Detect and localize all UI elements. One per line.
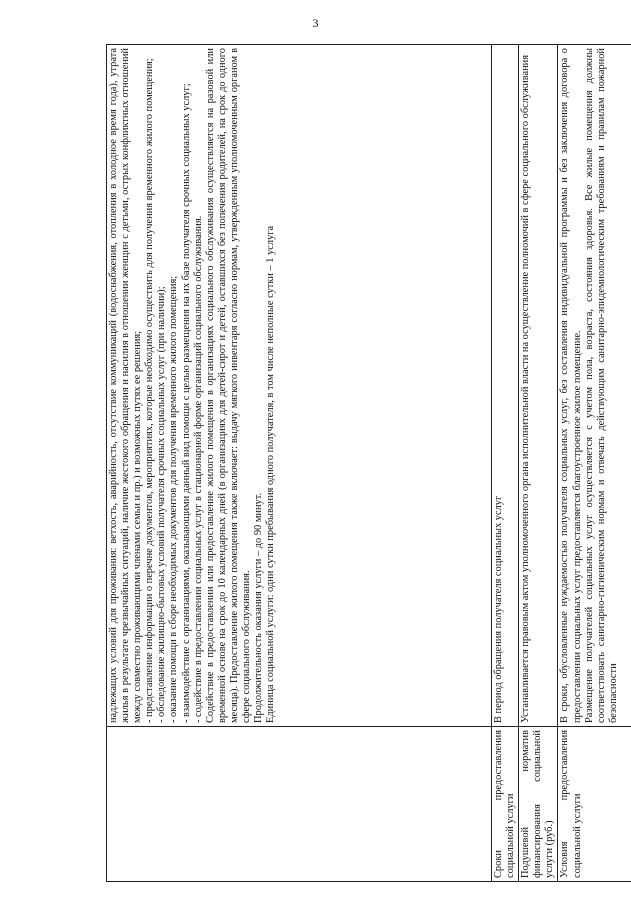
paragraph: - обследование жилищно-бытовых условий получателя срочных социальных услуг (при наличии); bbox=[156, 286, 168, 723]
rotated-table bbox=[106, 44, 631, 882]
paragraph: Размещение получателей социальных услуг осуществляется с учетом пола, возраста, состояния здоровья. Все жилые помещения должны соответствовать санитарно-гигиеническим нормам и отвечать действующим санитарно-эпидемиологическим требованиям и правилам пожарной безопасности bbox=[583, 48, 619, 723]
paragraph: Единица социальной услуги: одни сутки пребывания одного получателя, в том числе неполные сутки – 1 услуга bbox=[265, 225, 277, 723]
table-content-cell bbox=[107, 45, 492, 727]
paragraph: В период обращения получателя социальных услуг bbox=[493, 495, 504, 723]
paragraph: Содействие в предоставлении или предоставление жилого помещения в организациях социального обслуживания осуществляется на разовой или временной основе на срок до 10 календарных дней (в организациях для детей-сирот и детей, оставшихся без попечения родителей, на срок до одного месяца). Предоставление жилого помещения также включает: выдачу мягкого инвентаря согласно нормам, утвержденным уполномоченным органом в сфере социального обслуживания. bbox=[204, 48, 253, 723]
paragraph: В сроки, обусловленные нуждаемостью получателя социальных услуг, без составления индивидуальной программы и без заключения договора о предоставлении социальных услуг предоставляется благоустроенное жилое помещение. bbox=[559, 48, 583, 723]
service-table bbox=[106, 44, 631, 882]
table-content-cell bbox=[492, 45, 519, 727]
table-content-cell bbox=[558, 45, 631, 727]
table-row bbox=[107, 45, 492, 882]
paragraph: надлежащих условий для проживания: ветхость, аварийность, отсутствие коммуникаций (водоснабжения, отопления в холодное время года), утрата жилья в результате чрезвычайных ситуаций, наличие жестокого обращения и насилия в отношении женщин с детьми, острых конфликтных отношений между совместно проживающими членами семьи и пр.) и возможных путях ее решения; bbox=[108, 48, 144, 723]
paragraph: - взаимодействие с организациями, оказывающими данный вид помощи с целью размещения на их базе получателя срочных социальных услуг; bbox=[180, 83, 192, 723]
table-row bbox=[558, 45, 631, 882]
table-label-cell: Условия предоставления социальной услуги bbox=[558, 727, 631, 882]
table-content-cell bbox=[519, 45, 558, 727]
paragraph: Устанавливается правовым актом уполномоченного органа исполнительной власти на осуществление полномочий в сфере социального обслуживания bbox=[520, 55, 532, 723]
paragraph: - представление информации о перечне документов, мероприятиях, которые необходимо осуществить для получения временного жилого помещения; bbox=[144, 58, 156, 723]
table-label-cell: Подушевой норматив финансирования социальной услуги (руб.) bbox=[519, 727, 558, 882]
paragraph: - оказание помощи в сборе необходимых документов для получения временного жилого помещения; bbox=[168, 275, 180, 723]
page-number: 3 bbox=[312, 16, 319, 30]
paragraph: - содействие в предоставлении социальных услуг в стационарной форме организаций социального обслуживания. bbox=[192, 215, 204, 723]
table-label-cell: Сроки предоставления социальной услуги bbox=[492, 727, 519, 882]
paragraph: Продолжительность оказания услуги – до 90 минут. bbox=[253, 492, 265, 723]
table-row bbox=[519, 45, 558, 882]
table-label-cell bbox=[107, 727, 492, 882]
table-row bbox=[492, 45, 519, 882]
service-table-container bbox=[106, 44, 631, 882]
